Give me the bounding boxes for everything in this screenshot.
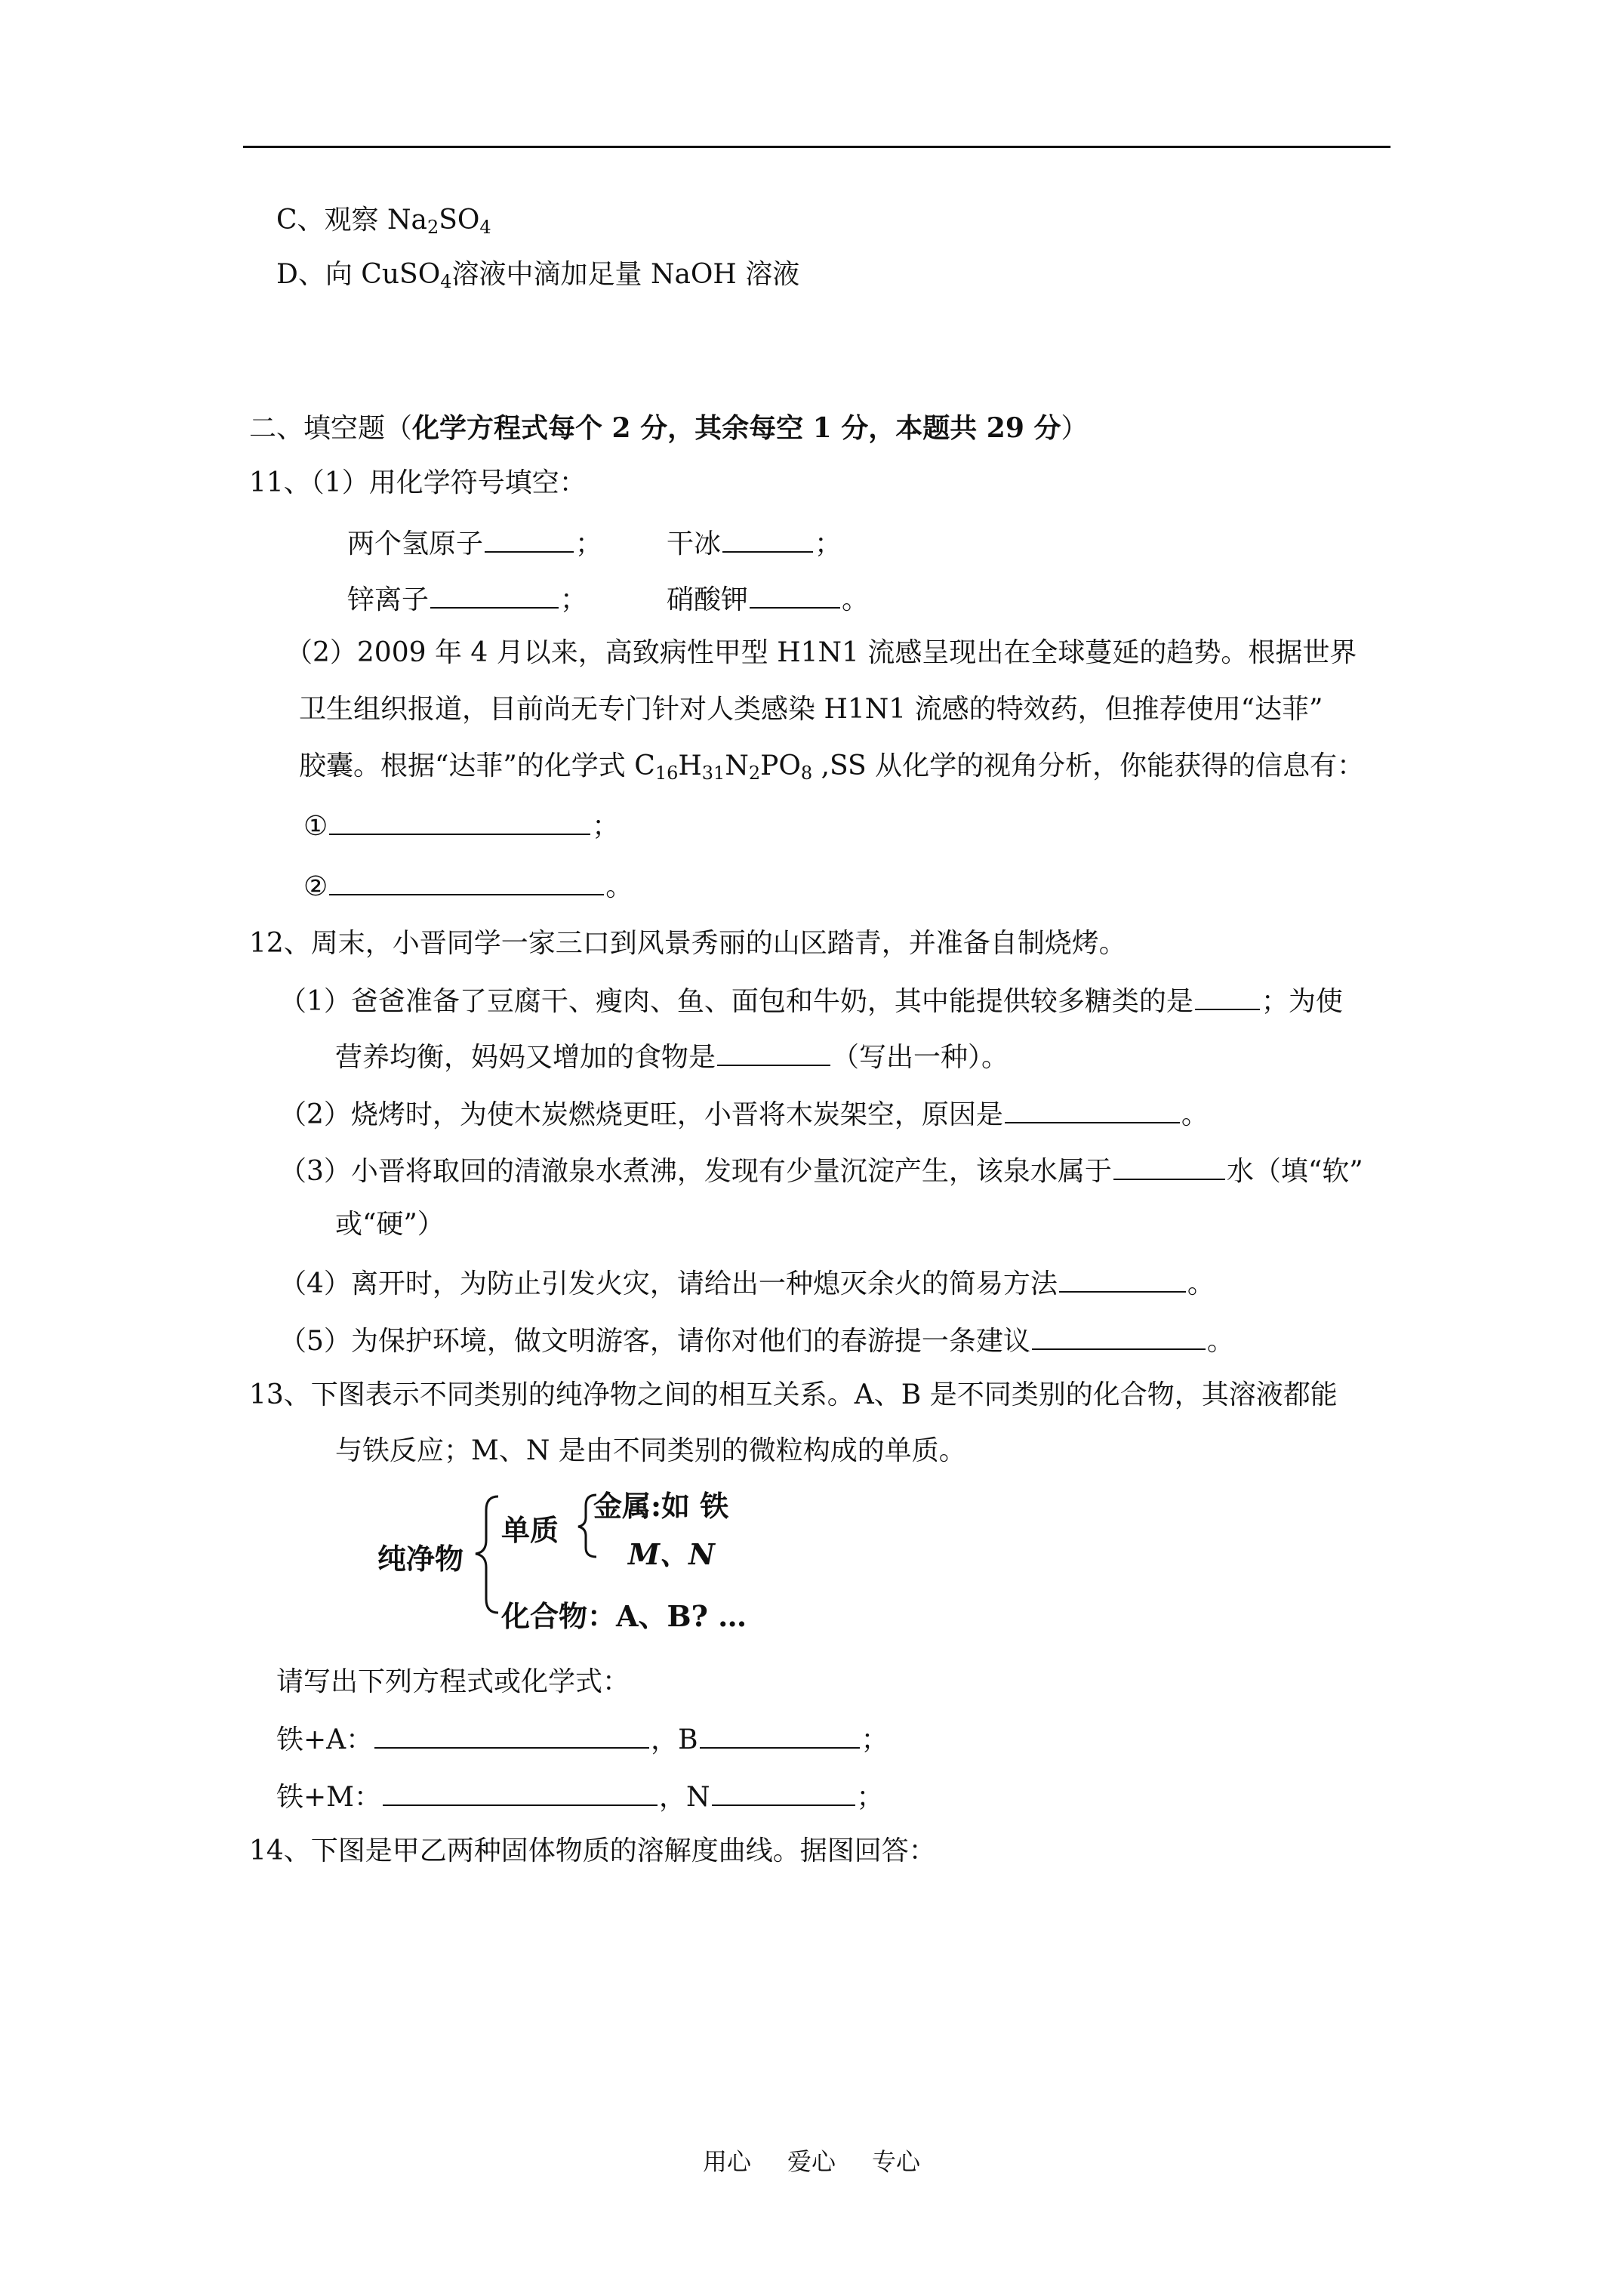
q11-part2-line3: 胶囊。根据“达菲”的化学式 $C_{16}H_{31}N_2PO_8$ ,SS 从化学的视角分析，你能获得的信息有： [299,750,1365,784]
q11-intro: 11、（1）用化学符号填空： [249,467,587,498]
q11-part2-line2: 卫生组织报道，目前尚无专门针对人类感染 H1N1 流感的特效药，但推荐使用“达菲” [299,694,1323,725]
answer-blank[interactable] [329,868,604,895]
pure-substance-label: 纯净物 [377,1542,464,1576]
section-heading: 二、填空题（化学方程式每个 2 分，其余每空 1 分，本题共 29 分） [249,412,1089,444]
q14-line1: 14、下图是甲乙两种固体物质的溶解度曲线。据图回答： [249,1835,936,1866]
answer-blank[interactable] [430,581,559,609]
answer-blank[interactable] [485,525,574,553]
answer-blank[interactable] [329,808,590,835]
q12-part1-line2: 营养均衡，妈妈又增加的食物是 （写出一种）。 [335,1039,1009,1074]
q12-part5: （5）为保护环境，做文明游客，请你对他们的春游提一条建议 。 [279,1323,1234,1358]
answer-blank[interactable] [1113,1153,1225,1180]
compound-label: 化合物：A、B? … [501,1599,747,1633]
answer-blank[interactable] [383,1779,658,1806]
answer-blank[interactable] [1059,1265,1186,1293]
q13-line2: 与铁反应；M、N 是由不同类别的微粒构成的单质。 [335,1435,966,1466]
q12-part4: （4）离开时，为防止引发火灾，请给出一种熄灭余火的简易方法 。 [279,1265,1215,1301]
q11-part2-line1: （2）2009 年 4 月以来，高致病性甲型 H1N1 流感呈现出在全球蔓延的趋势。根据世界 [285,637,1357,668]
header-rule [243,146,1390,148]
q12-part2: （2）烧烤时，为使木炭燃烧更旺，小晋将木炭架空，原因是 。 [279,1096,1209,1132]
q13-prompt: 请写出下列方程式或化学式： [276,1666,630,1697]
element-label: 单质 [501,1513,559,1547]
outer-brace [476,1496,498,1613]
classification-diagram [377,1487,800,1638]
answer-blank[interactable] [1032,1323,1206,1350]
q10-option-d: D、向 CuSO$_4$溶液中滴加足量 NaOH 溶液 [276,259,800,292]
q12-part3-line2: 或“硬”） [335,1209,445,1240]
q13-line1: 13、下图表示不同类别的纯净物之间的相互关系。A、B 是不同类别的化合物，其溶液都能 [249,1379,1338,1410]
q11-zinc-ion: 锌离子 ； [347,581,587,617]
q11-info-1: ① ； [303,808,619,843]
q13-fe-m: 铁+M： ，N ； [276,1779,884,1814]
q10-option-c: C、观察 $Na_2SO_4$ [276,205,491,238]
answer-blank[interactable] [722,525,813,553]
mn-label: M、N [628,1537,715,1571]
answer-blank[interactable] [717,1039,830,1066]
q11-h-atoms: 两个氢原子 ； [347,525,602,561]
answer-blank[interactable] [712,1779,855,1806]
q13-fe-a: 铁+A： ，B ； [276,1721,888,1757]
answer-blank[interactable] [1005,1096,1180,1123]
q12-intro: 12、周末，小晋同学一家三口到风景秀丽的山区踏青，并准备自制烧烤。 [249,928,1126,959]
q11-dry-ice: 干冰 ； [667,525,842,561]
metal-label: 金属:如 铁 [593,1489,729,1523]
answer-blank[interactable] [1195,983,1260,1010]
q12-part1-line1: （1）爸爸准备了豆腐干、瘦肉、鱼、面包和牛奶，其中能提供较多糖类的是 ；为使 [279,983,1343,1019]
answer-blank[interactable] [750,581,840,609]
q11-info-2: ② 。 [303,868,633,904]
page-footer: 用心 爱心 专心 [702,2147,921,2176]
q12-part3-line1: （3）小晋将取回的清澈泉水煮沸，发现有少量沉淀产生，该泉水属于 水（填“软” [279,1153,1363,1188]
q11-kno3: 硝酸钾 。 [667,581,869,617]
answer-blank[interactable] [700,1721,860,1749]
answer-blank[interactable] [374,1721,649,1749]
